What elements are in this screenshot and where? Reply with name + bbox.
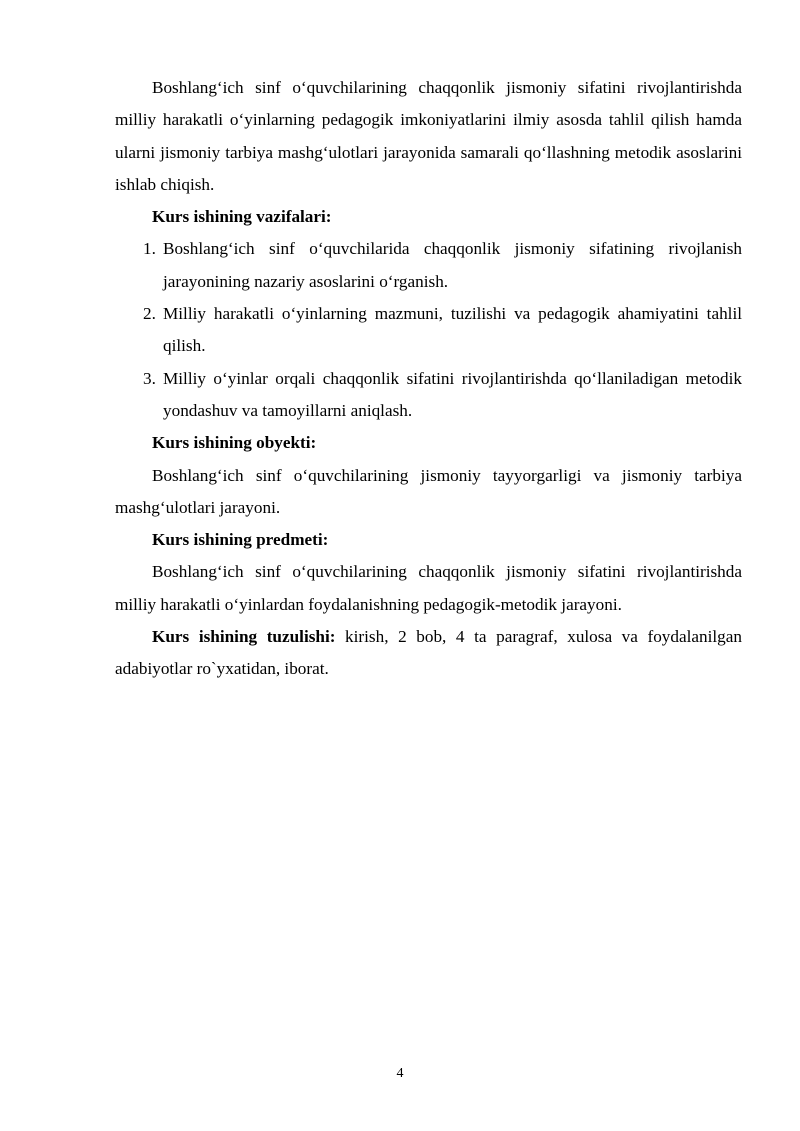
object-paragraph: Boshlang‘ich sinf o‘quvchilarining jismoniy tayyorgarligi va jismoniy tarbiya mashg‘ulotlari jarayoni. xyxy=(115,465,742,517)
task-text: Milliy harakatli o‘yinlarning mazmuni, tuzilishi va pedagogik ahamiyatini tahlil qilish. xyxy=(163,304,742,356)
task-item-3 xyxy=(115,363,742,428)
tasks-heading: Kurs ishining vazifalari: xyxy=(152,207,332,227)
page-content xyxy=(115,72,742,686)
task-number: 1. xyxy=(143,239,156,259)
tasks-list xyxy=(115,233,742,427)
structure-label: Kurs ishining tuzulishi: xyxy=(152,627,336,647)
task-number: 2. xyxy=(143,304,156,324)
structure-paragraph xyxy=(115,621,742,686)
subject-heading: Kurs ishining predmeti: xyxy=(152,530,329,550)
task-number: 3. xyxy=(143,368,156,388)
structure-text: kirish, 2 bob, 4 ta paragraf, xulosa va foydalanilgan adabiyotlar ro`yxatidan, iborat. xyxy=(115,627,742,679)
task-text: Boshlang‘ich sinf o‘quvchilarida chaqqonlik jismoniy sifatining rivojlanish jarayonining nazariy asoslarini o‘rganish. xyxy=(163,239,742,291)
object-heading: Kurs ishining obyekti: xyxy=(152,433,317,453)
task-item-2 xyxy=(115,298,742,363)
task-text: Milliy o‘yinlar orqali chaqqonlik sifatini rivojlantirishda qo‘llaniladigan metodik yondashuv va tamoyillarni aniqlash. xyxy=(163,368,742,420)
task-item-1 xyxy=(115,233,742,298)
subject-paragraph: Boshlang‘ich sinf o‘quvchilarining chaqqonlik jismoniy sifatini rivojlantirishda milliy harakatli o‘yinlardan foydalanishning pedagogik-metodik jarayoni. xyxy=(115,562,742,614)
goal-paragraph: Boshlang‘ich sinf o‘quvchilarining chaqqonlik jismoniy sifatini rivojlantirishda milliy harakatli o‘yinlarning pedagogik imkoniyatlarini ilmiy asosda tahlil qilish hamda ularni jismoniy tarbiya mashg‘ulotlari jarayonida samarali qo‘llashning metodik asoslarini ishlab chiqish. xyxy=(115,78,742,194)
page-number: 4 xyxy=(396,1066,404,1081)
